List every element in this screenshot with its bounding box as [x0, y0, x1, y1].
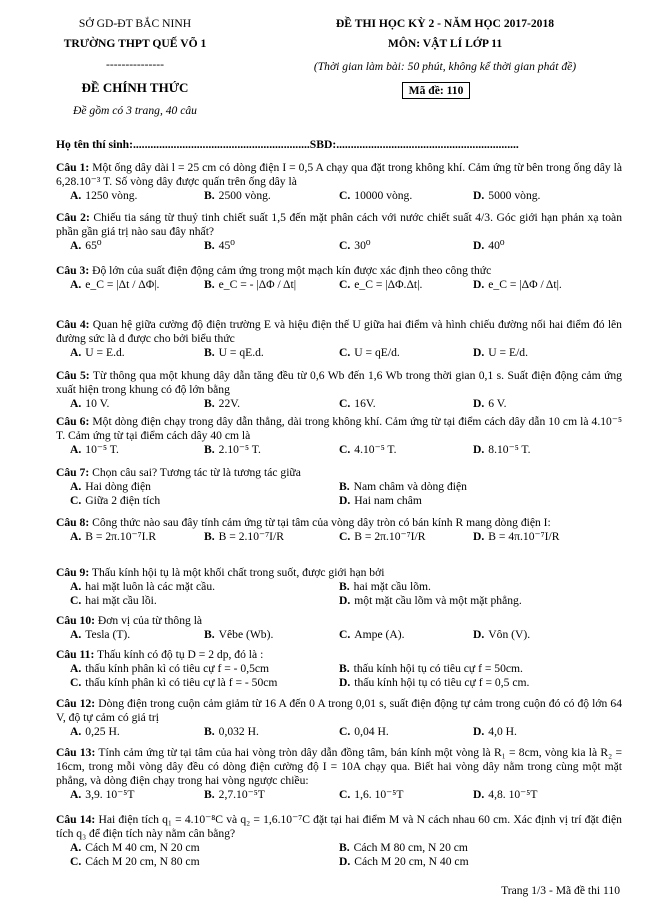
question-stem — [56, 466, 622, 480]
option-letter: C. — [339, 788, 351, 801]
question-stem — [56, 697, 622, 725]
question-stem — [56, 415, 622, 443]
question-text: Công thức nào sau đây tính cảm ứng từ tại tâm của vòng dây tròn có bán kính R mang dòng điện I: — [89, 516, 551, 529]
option-text: Vôn (V). — [488, 628, 531, 641]
option-text: thấu kính hội tụ có tiêu cự f = 0,5 cm. — [354, 676, 530, 689]
question-number: Câu 13: — [56, 746, 96, 759]
question-stem — [56, 161, 622, 189]
option-text: Giữa 2 điện tích — [85, 494, 161, 507]
answer-option[interactable] — [70, 676, 277, 690]
answer-option[interactable] — [204, 530, 284, 544]
answer-option[interactable] — [339, 239, 371, 253]
question-text: Từ thông qua một khung dây dẫn tăng đều từ 0,6 Wb đến 1,6 Wb trong thời gian 0,1 s. Suất điện động cảm ứng xuất hiện trong khung có độ lớn bằng — [56, 369, 622, 396]
page-footer: Trang 1/3 - Mã đề thi 110 — [501, 884, 620, 897]
option-text: 1,6. 10⁻⁵T — [354, 788, 404, 801]
question-stem — [56, 614, 622, 628]
option-row — [56, 443, 622, 457]
answer-option[interactable] — [339, 397, 376, 411]
option-row — [56, 841, 622, 855]
option-text: 1250 vòng. — [85, 189, 138, 202]
option-text: Vêbe (Wb). — [218, 628, 274, 641]
option-letter: D. — [473, 278, 485, 291]
answer-option[interactable] — [339, 480, 467, 494]
option-letter: A. — [70, 841, 82, 854]
answer-option[interactable] — [70, 239, 102, 253]
question-number: Câu 1: — [56, 161, 90, 174]
question-text: Tính cảm ứng từ tại tâm của hai vòng tròn dây dẫn đồng tâm, bán kính một vòng là R₁ = 8cm, vòng kia là R₂ = 16cm, trong mỗi vòng dây đều có dòng điện cường độ I = 10A chạy qua. Biết hai vòng dây nằm trong cùng một mặt phẳng, và dòng điện chạy trong hai vòng ngược chiều: — [56, 746, 622, 787]
option-letter: C. — [70, 494, 82, 507]
answer-option[interactable] — [339, 855, 469, 869]
option-text: 8.10⁻⁵ T. — [488, 443, 531, 456]
answer-option[interactable] — [70, 662, 269, 676]
option-text: 40⁰ — [488, 239, 505, 252]
answer-option[interactable] — [473, 788, 537, 802]
question — [56, 318, 622, 360]
option-text: 4,8. 10⁻⁵T — [488, 788, 538, 801]
school-name: TRƯỜNG THPT QUẾ VÕ 1 — [63, 37, 207, 50]
question-text: Dòng điện trong cuộn cảm giảm từ 16 A đến 0 A trong 0,01 s, suất điện động tự cảm trong cuộn đó có độ lớn 64 V, độ tự cảm có giá trị — [56, 697, 622, 724]
option-letter: C. — [339, 397, 351, 410]
option-letter: A. — [70, 189, 82, 202]
question-stem — [56, 318, 622, 346]
option-text: 22V. — [218, 397, 241, 410]
answer-option[interactable] — [70, 841, 200, 855]
option-text: hai mặt cầu lõm. — [353, 580, 431, 593]
answer-option[interactable] — [339, 189, 412, 203]
option-text: 10000 vòng. — [354, 189, 413, 202]
answer-option[interactable] — [204, 278, 296, 292]
option-letter: D. — [473, 725, 485, 738]
option-text: 45⁰ — [218, 239, 235, 252]
answer-option[interactable] — [339, 725, 389, 739]
option-text: Ampe (A). — [354, 628, 405, 641]
answer-option[interactable] — [339, 594, 522, 608]
question-number: Câu 4: — [56, 318, 90, 331]
answer-option[interactable] — [204, 725, 259, 739]
option-letter: B. — [204, 189, 215, 202]
answer-option[interactable] — [70, 628, 130, 642]
option-row — [56, 480, 622, 494]
question-number: Câu 8: — [56, 516, 90, 529]
option-text: e_C = |Δt / ΔΦ|. — [85, 278, 160, 291]
option-text: 5000 vòng. — [488, 189, 541, 202]
option-letter: B. — [204, 346, 215, 359]
answer-option[interactable] — [339, 628, 405, 642]
answer-option[interactable] — [473, 189, 540, 203]
question-stem — [56, 746, 622, 788]
option-letter: A. — [70, 443, 82, 456]
question-stem — [56, 813, 622, 841]
option-letter: B. — [339, 580, 350, 593]
option-letter: A. — [70, 725, 82, 738]
answer-option[interactable] — [204, 346, 264, 360]
option-text: U = E/d. — [488, 346, 528, 359]
question — [56, 264, 622, 292]
option-letter: A. — [70, 346, 82, 359]
option-row — [56, 530, 622, 544]
option-text: Tesla (T). — [85, 628, 131, 641]
option-text: 3,9. 10⁻⁵T — [85, 788, 135, 801]
option-row — [56, 855, 622, 869]
option-letter: D. — [473, 397, 485, 410]
option-letter: B. — [339, 841, 350, 854]
option-letter: A. — [70, 580, 82, 593]
question — [56, 161, 622, 203]
option-letter: D. — [473, 628, 485, 641]
divider-dashes: --------------- — [106, 58, 164, 71]
answer-option[interactable] — [339, 443, 397, 457]
option-row — [56, 397, 622, 411]
answer-option[interactable] — [473, 278, 562, 292]
answer-option[interactable] — [70, 189, 137, 203]
option-letter: B. — [339, 480, 350, 493]
option-text: Cách M 40 cm, N 20 cm — [85, 841, 200, 854]
option-row — [56, 494, 622, 508]
question — [56, 746, 622, 802]
question-number: Câu 3: — [56, 264, 90, 277]
option-text: hai mặt luôn là các mặt cầu. — [85, 580, 216, 593]
option-row — [56, 676, 622, 690]
option-text: Cách M 80 cm, N 20 cm — [353, 841, 468, 854]
question-text: Thấu kính hội tụ là một khối chất trong suốt, được giới hạn bởi — [89, 566, 385, 579]
option-row — [56, 346, 622, 360]
option-text: B = 4π.10⁻⁷I/R — [488, 530, 560, 543]
option-text: 4,0 H. — [488, 725, 517, 738]
option-letter: C. — [339, 278, 351, 291]
question-stem — [56, 211, 622, 239]
question — [56, 369, 622, 411]
answer-option[interactable] — [473, 628, 530, 642]
option-row — [56, 788, 622, 802]
option-letter: B. — [204, 725, 215, 738]
option-letter: C. — [339, 189, 351, 202]
answer-option[interactable] — [70, 480, 151, 494]
option-text: Hai nam châm — [354, 494, 422, 507]
question-stem — [56, 566, 622, 580]
question-text: Độ lớn của suất điện động cảm ứng trong một mạch kín được xác định theo công thức — [89, 264, 492, 277]
option-text: 4.10⁻⁵ T. — [354, 443, 397, 456]
question-number: Câu 7: — [56, 466, 90, 479]
answer-option[interactable] — [70, 855, 200, 869]
option-letter: D. — [339, 494, 351, 507]
time-note: (Thời gian làm bài: 50 phút, không kể thời gian phát đề) — [313, 60, 577, 73]
question-stem — [56, 369, 622, 397]
question — [56, 614, 622, 642]
option-letter: B. — [204, 788, 215, 801]
question-stem — [56, 648, 622, 662]
question-stem — [56, 264, 622, 278]
question-number: Câu 9: — [56, 566, 90, 579]
option-text: 16V. — [354, 397, 376, 410]
answer-option[interactable] — [339, 530, 425, 544]
option-text: 2.10⁻⁵ T. — [218, 443, 261, 456]
answer-option[interactable] — [70, 494, 160, 508]
question — [56, 516, 622, 544]
answer-option[interactable] — [473, 443, 531, 457]
answer-option[interactable] — [204, 628, 273, 642]
answer-option[interactable] — [339, 788, 403, 802]
question — [56, 415, 622, 457]
answer-option[interactable] — [70, 725, 120, 739]
answer-option[interactable] — [70, 530, 156, 544]
option-letter: B. — [204, 397, 215, 410]
option-text: 2500 vòng. — [218, 189, 271, 202]
answer-option[interactable] — [473, 239, 505, 253]
option-letter: B. — [204, 443, 215, 456]
dept-name: SỞ GD-ĐT BẮC NINH — [78, 17, 192, 30]
question-text: Chọn câu sai? Tương tác từ là tương tác giữa — [89, 466, 301, 479]
option-text: 0,032 H. — [218, 725, 259, 738]
question-number: Câu 5: — [56, 369, 90, 382]
option-letter: B. — [204, 628, 215, 641]
option-letter: C. — [70, 855, 82, 868]
answer-option[interactable] — [473, 397, 507, 411]
option-letter: C. — [70, 676, 82, 689]
subject: MÔN: VẬT LÍ LỚP 11 — [387, 37, 503, 50]
answer-option[interactable] — [70, 346, 125, 360]
option-row — [56, 662, 622, 676]
answer-option[interactable] — [473, 346, 528, 360]
option-text: U = qE/d. — [354, 346, 400, 359]
option-letter: C. — [339, 346, 351, 359]
option-letter: B. — [204, 278, 215, 291]
question-number: Câu 12: — [56, 697, 96, 710]
answer-option[interactable] — [339, 346, 400, 360]
option-text: thấu kính phân kì có tiêu cự f = - 0,5cm — [85, 662, 270, 675]
option-text: 30⁰ — [354, 239, 371, 252]
option-letter: D. — [473, 346, 485, 359]
pages-info: Đề gồm có 3 trang, 40 câu — [73, 104, 197, 117]
option-text: thấu kính phân kì có tiêu cự là f = - 50cm — [85, 676, 278, 689]
option-text: Cách M 20 cm, N 40 cm — [354, 855, 469, 868]
student-info-line: Họ tên thí sinh:.............................................................SBD:............................................................... — [56, 138, 519, 151]
answer-option[interactable] — [339, 494, 422, 508]
option-row — [56, 189, 622, 203]
option-text: Nam châm và dòng điện — [353, 480, 467, 493]
answer-option[interactable] — [473, 725, 517, 739]
question-text: Hai điện tích q₁ = 4.10⁻⁸C và q₂ = 1,6.10⁻⁷C đặt tại hai điểm M và N cách nhau 60 cm. Xác định vị trí đặt điện tích q₃ để điện tích này nằm cân bằng? — [56, 813, 622, 840]
option-text: 0,25 H. — [85, 725, 120, 738]
option-letter: D. — [473, 530, 485, 543]
option-text: 65⁰ — [85, 239, 102, 252]
question-text: Một dòng điện chạy trong dây dẫn thẳng, dài trong không khí. Cảm ứng từ tại điểm cách dây dẫn 10 cm là 4.10⁻⁵ T. Cảm ứng từ tại điểm cách dây 40 cm là — [56, 415, 622, 442]
option-text: B = 2π.10⁻⁷I.R — [85, 530, 157, 543]
option-text: 2,7.10⁻⁵T — [218, 788, 265, 801]
question-number: Câu 14: — [56, 813, 96, 826]
option-text: e_C = |ΔΦ.Δt|. — [354, 278, 423, 291]
question-number: Câu 11: — [56, 648, 95, 661]
option-letter: C. — [339, 628, 351, 641]
option-text: hai mặt cầu lồi. — [85, 594, 157, 607]
option-text: e_C = |ΔΦ / Δt|. — [488, 278, 562, 291]
answer-option[interactable] — [204, 443, 261, 457]
option-text: 6 V. — [488, 397, 507, 410]
option-letter: C. — [339, 443, 351, 456]
exam-title: ĐỀ THI HỌC KỲ 2 - NĂM HỌC 2017-2018 — [335, 17, 555, 30]
answer-option[interactable] — [339, 676, 529, 690]
option-row — [56, 628, 622, 642]
question-number: Câu 2: — [56, 211, 90, 224]
question — [56, 697, 622, 739]
option-text: Cách M 20 cm, N 80 cm — [85, 855, 200, 868]
question-text: Đơn vị của từ thông là — [94, 614, 203, 627]
option-text: U = qE.d. — [218, 346, 264, 359]
answer-option[interactable] — [70, 443, 119, 457]
option-text: U = E.d. — [85, 346, 125, 359]
option-text: B = 2.10⁻⁷I/R — [218, 530, 284, 543]
option-letter: A. — [70, 278, 82, 291]
option-letter: B. — [204, 239, 215, 252]
option-letter: D. — [473, 239, 485, 252]
option-row — [56, 725, 622, 739]
option-letter: A. — [70, 239, 82, 252]
question-stem — [56, 516, 622, 530]
question — [56, 211, 622, 253]
option-letter: A. — [70, 628, 82, 641]
option-letter: D. — [473, 189, 485, 202]
answer-option[interactable] — [70, 580, 215, 594]
option-letter: D. — [339, 855, 351, 868]
answer-option[interactable] — [204, 239, 235, 253]
answer-option[interactable] — [473, 530, 559, 544]
option-text: 0,04 H. — [354, 725, 389, 738]
option-letter: C. — [339, 530, 351, 543]
option-letter: D. — [473, 443, 485, 456]
option-text: một mặt cầu lõm và một mặt phẳng. — [354, 594, 522, 607]
option-text: B = 2π.10⁻⁷I/R — [354, 530, 426, 543]
question-number: Câu 6: — [56, 415, 90, 428]
option-text: Hai dòng điện — [85, 480, 151, 493]
question — [56, 566, 622, 608]
option-letter: C. — [339, 239, 351, 252]
option-letter: B. — [204, 530, 215, 543]
answer-option[interactable] — [339, 662, 523, 676]
option-letter: A. — [70, 530, 82, 543]
option-row — [56, 239, 622, 253]
answer-option[interactable] — [204, 788, 265, 802]
question-number: Câu 10: — [56, 614, 95, 627]
answer-option[interactable] — [339, 580, 431, 594]
option-text: 10⁻⁵ T. — [85, 443, 119, 456]
official-label: ĐỀ CHÍNH THỨC — [81, 80, 189, 95]
answer-option[interactable] — [204, 189, 271, 203]
option-letter: A. — [70, 480, 82, 493]
option-text: e_C = - |ΔΦ / Δt| — [218, 278, 297, 291]
option-letter: B. — [339, 662, 350, 675]
question — [56, 648, 622, 690]
option-row — [56, 594, 622, 608]
option-letter: C. — [70, 594, 82, 607]
question-text: Một ống dây dài l = 25 cm có dòng điện I = 0,5 A chạy qua đặt trong không khí. Cảm ứng từ bên trong ống dây là 6,28.10⁻³ T. Số vòng dây được quấn trên ống dây là — [56, 161, 622, 188]
option-letter: A. — [70, 788, 82, 801]
option-letter: D. — [339, 594, 351, 607]
option-letter: A. — [70, 662, 82, 675]
answer-option[interactable] — [70, 397, 109, 411]
question — [56, 813, 622, 869]
answer-option[interactable] — [70, 278, 159, 292]
answer-option[interactable] — [70, 788, 134, 802]
question — [56, 466, 622, 508]
answer-option[interactable] — [339, 278, 422, 292]
option-text: 10 V. — [85, 397, 110, 410]
answer-option[interactable] — [204, 397, 240, 411]
option-letter: D. — [339, 676, 351, 689]
question-text: Quan hệ giữa cường độ điện trường E và hiệu điện thế U giữa hai điểm và hình chiếu đường nối hai điểm đó lên đường sức là d được cho bởi biểu thức — [56, 318, 622, 345]
option-letter: A. — [70, 397, 82, 410]
question-text: Chiếu tia sáng từ thuỷ tinh chiết suất 1,5 đến mặt phân cách với nước chiết suất 4/3. Góc giới hạn phản xạ toàn phần gần giá trị nào sau đây nhất? — [56, 211, 622, 238]
option-row — [56, 580, 622, 594]
option-letter: D. — [473, 788, 485, 801]
exam-code: Mã đề: 110 — [402, 82, 470, 99]
option-letter: C. — [339, 725, 351, 738]
answer-option[interactable] — [339, 841, 468, 855]
option-text: thấu kính hội tụ có tiêu cự f = 50cm. — [353, 662, 523, 675]
option-row — [56, 278, 622, 292]
question-text: Thấu kính có độ tụ D = 2 dp, đó là : — [94, 648, 264, 661]
answer-option[interactable] — [70, 594, 157, 608]
